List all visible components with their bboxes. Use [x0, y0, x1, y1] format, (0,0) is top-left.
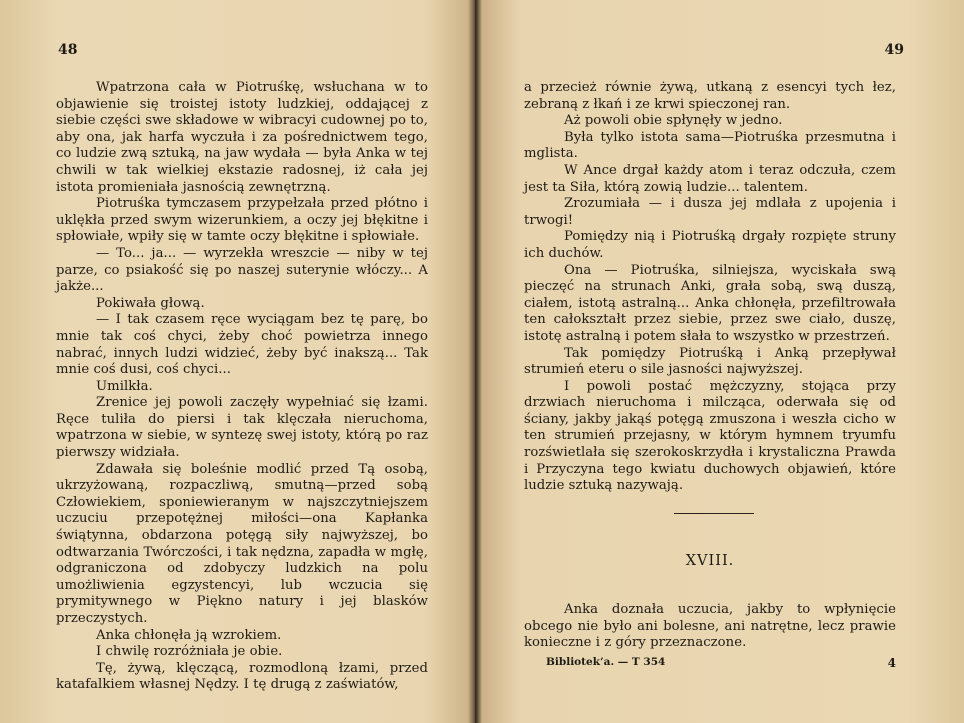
right-page	[484, 0, 964, 723]
page-body	[56, 80, 428, 694]
paragraph: Tę, żywą, klęczącą, rozmodloną łzami, przed katafalkiem własnej Nędzy. I tę drugą z zaświatów,	[56, 660, 428, 693]
paragraph: Anka doznała uczucia, jakby to wpłynięcie obcego nie było ani bolesne, ani natrętne, lecz prawie konieczne i z góry przeznaczone.	[524, 602, 896, 651]
page-number: 48	[58, 42, 78, 58]
paragraph: a przecież równie żywą, utkaną z esencyi tych łez, zebraną z łkań i ze krwi spieczonej ran.	[524, 80, 896, 112]
paragraph: Pokiwała głową.	[96, 295, 205, 311]
paragraph: Piotruśka tymczasem przypełzała przed płótno i uklękła przed swym wizerunkiem, a oczy jej błękitne i spłowiałe, wpiły się w tamte oczy błękitne i spłowiałe.	[56, 196, 428, 245]
paragraph: — I tak czasem ręce wyciągam bez tę parę, bo mnie tak coś chyci, żeby choć powietrza innego nabrać, innych ludzi widzieć, żeby być inakszą... Tak mnie coś dusi, coś chyci...	[56, 312, 428, 378]
book-gutter	[468, 0, 482, 723]
paragraph: Tak pomiędzy Piotruśką i Anką przepływał strumień eteru o sile jasności najwyższej.	[524, 345, 896, 378]
paragraph: I powoli postać mężczyzny, stojąca przy drzwiach nieruchoma i milcząca, oderwała się od ściany, jakby jakąś potęgą zmuszona i weszła cicho w ten strumień przejasny, w którym hymnem tryumfu rozświetlała się szerokoskrzydła i krystaliczna Prawda i Przyczyna tego kwiatu duchowych objawień, które ludzie sztuką nazywają.	[524, 378, 896, 494]
paragraph: Wpatrzona cała w Piotruśkę, wsłuchana w to objawienie się troistej istoty ludzkiej, oddającej z siebie części swe składowe w wibracyi cudownej po to, aby ona, jak harfa wyczuła i za pośrednictwem tego, co ludzie zwą sztuką, na jaw wydała — była Anka w tej chwili w tak wielkiej ekstazie radosnej, iż cała jej istota promieniała jasnością zewnętrzną.	[56, 80, 428, 195]
chapter-body	[524, 602, 896, 652]
printer-signature: Bibliotek’a. — T 354	[546, 656, 666, 668]
page-number: 49	[884, 42, 904, 58]
paragraph: Zrozumiała — i dusza jej mdlała z upojenia i trwogi!	[524, 196, 896, 228]
paragraph: Zdawała się boleśnie modlić przed Tą osobą, ukrzyżowaną, rozpaczliwą, smutną—przed sobą Człowiekiem, sponiewieranym w najszczytniejszem uczuciu przepotężnej miłości—ona Kapłanka świątynna, obdarzona potęgą siły najwyższej, bo odtwarzania Twórczości, i tak nędzna, zapadła w mgłę, odgraniczona od zdobyczy ludzkich na polu umożliwienia egzystencyi, lub wczucia się prymitywnego w Piękno natury i jej blasków przeczystych.	[56, 461, 428, 626]
page-body	[524, 80, 896, 495]
paragraph: Zrenice jej powoli zaczęły wypełniać się łzami. Ręce tuliła do piersi i tak klęczała nieruchoma, wpatrzona w siebie, w syntezę swej istoty, którą po raz pierwszy widziała.	[56, 395, 428, 461]
paragraph: Umilkła.	[96, 378, 153, 394]
paragraph: — To... ja... — wyrzekła wreszcie — niby w tej parze, co psiakość się po naszej suterynie włóczy... A jakże...	[56, 245, 428, 295]
paragraph: I chwilę rozróżniała je obie.	[96, 644, 283, 660]
paragraph: Ona — Piotruśka, silniejsza, wyciskała swą pieczęć na strunach Anki, grała sobą, swą duszą, ciałem, istotą astralną... Anka chłonęła, przefiltrowała ten całokształt przez siebie, przez swe ciało, duszę, istotę astralną i potem słała to wszystko w przestrzeń.	[524, 262, 896, 344]
paragraph: Anka chłonęła ją wzrokiem.	[96, 627, 282, 643]
paragraph: Była tylko istota sama—Piotruśka przesmutna i mglista.	[524, 129, 896, 162]
page-footer	[524, 656, 896, 668]
paragraph: W Ance drgał każdy atom i teraz odczuła, czem jest ta Siła, którą zowią ludzie... talentem.	[524, 162, 896, 195]
left-page	[0, 0, 470, 723]
chapter-heading: XVIII.	[685, 553, 735, 569]
section-divider	[674, 513, 754, 514]
sheet-number: 4	[887, 656, 896, 670]
paragraph: Aż powoli obie spłynęły w jedno.	[564, 113, 783, 129]
paragraph: Pomiędzy nią i Piotruśką drgały rozpięte struny ich duchów.	[524, 229, 896, 261]
